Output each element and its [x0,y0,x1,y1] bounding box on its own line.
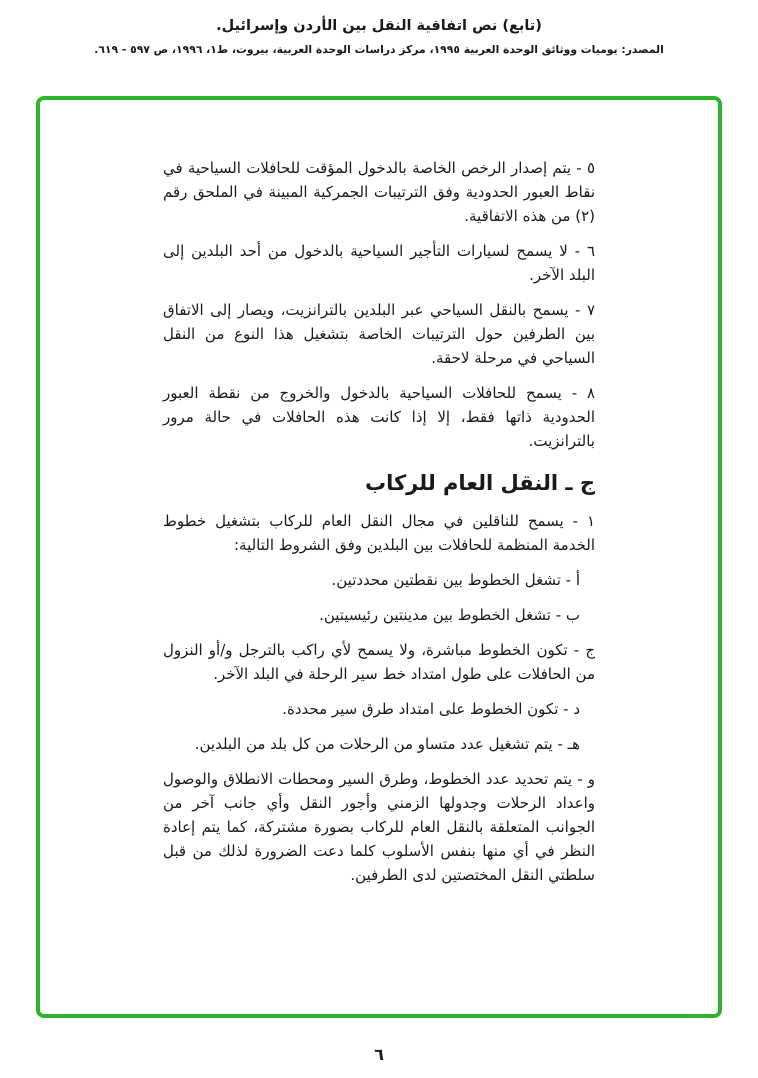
paragraph-7: ٧ - يسمح بالنقل السياحي عبر البلدين بالترانزيت، ويصار إلى الاتفاق بين الطرفين حول الترتيبات الخاصة بتشغيل هذا النوع من النقل السياحي في مرحلة لاحقة. [163,301,595,367]
list-item-d: د - تكون الخطوط على امتداد طرق سير محددة. [282,700,580,718]
list-item-h: هـ - يتم تشغيل عدد متساو من الرحلات من كل بلد من البلدين. [194,735,580,753]
page-footer [0,1045,758,1064]
document-body [163,156,595,887]
page-header [0,0,758,56]
list-item-b: ب - تشغل الخطوط بين مدينتين رئيسيتين. [319,606,580,624]
paragraph-6: ٦ - لا يسمح لسيارات التأجير السياحية بالدخول من أحد البلدين إلى البلد الآخر. [163,242,595,284]
paragraph-8: ٨ - يسمح للحافلات السياحية بالدخول والخروج من نقطة العبور الحدودية ذاتها فقط، إلا إذا كانت هذه الحافلات في حالة مرور بالترانزيت. [163,384,595,450]
list-item-j: ج - تكون الخطوط مباشرة، ولا يسمح لأي راكب بالترجل و/أو النزول من الحافلات على طول امتداد خط سير الرحلة في البلد الآخر. [163,641,595,683]
document-title: (تابع) نص اتفاقية النقل بين الأردن وإسرائيل. [216,18,542,34]
section-heading-public-transport: ج ـ النقل العام للركاب [364,471,595,495]
green-frame [36,96,722,1018]
paragraph-5: ٥ - يتم إصدار الرخص الخاصة بالدخول المؤقت للحافلات السياحية في نقاط العبور الحدودية وفق الترتيبات الجمركية المبينة في الملحق رقم (٢) من هذه الاتفاقية. [163,159,595,225]
page-number: ٦ [374,1045,384,1064]
list-item-a: أ - تشغل الخطوط بين نقطتين محددتين. [331,571,580,589]
list-item-w: و - يتم تحديد عدد الخطوط، وطرق السير ومحطات الانطلاق والوصول واعداد الرحلات وجدولها الزمني وأجور النقل وأي جانب آخر من الجوانب المتعلقة بالنقل العام للركاب بصورة مشتركة، كما يتم إعادة النظر في أي منها بنفس الأسلوب كلما دعت الضرورة لذلك من قبل سلطتي النقل المختصتين لدى الطرفين. [163,770,595,884]
source-citation: المصدر: يوميات ووثائق الوحدة العربية ١٩٩٥، مركز دراسات الوحدة العربية، بيروت، ط١، ١٩٩٦، ص ٥٩٧ - ٦١٩. [94,43,664,56]
paragraph-1: ١ - يسمح للناقلين في مجال النقل العام للركاب بتشغيل خطوط الخدمة المنظمة للحافلات بين البلدين وفق الشروط التالية: [163,512,595,554]
